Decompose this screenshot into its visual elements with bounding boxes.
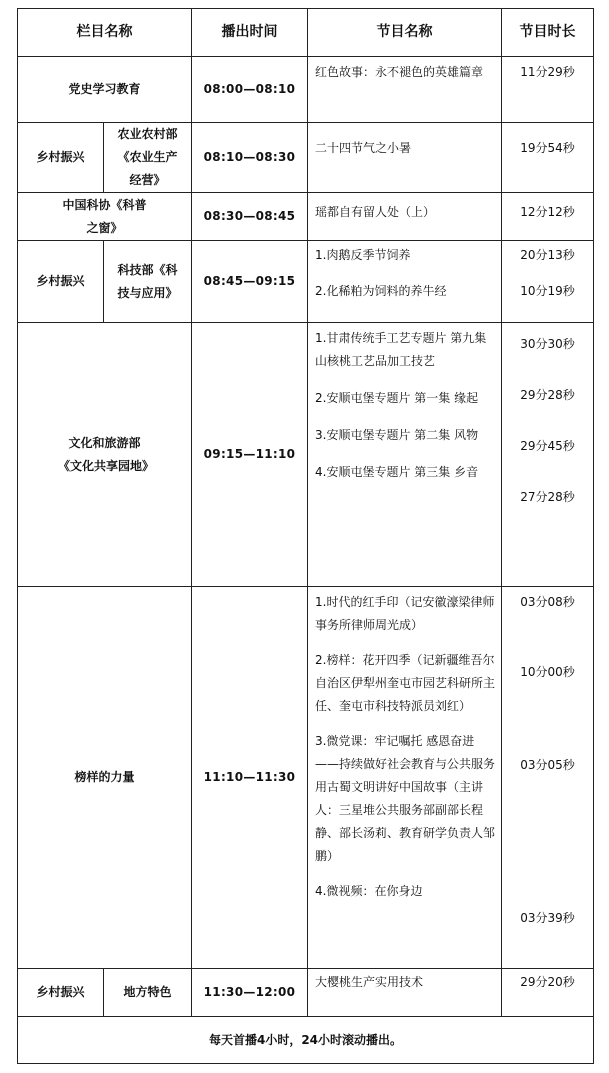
program-name: 大樱桃生产实用技术 (308, 969, 502, 1017)
program-duration: 10分00秒 (520, 665, 575, 679)
column-name: 党史学习教育 (18, 57, 192, 123)
table-row (18, 323, 594, 587)
duration-list (502, 323, 594, 587)
duration-list (502, 587, 594, 969)
duration-list (502, 241, 594, 323)
program-duration: 20分13秒 (520, 248, 575, 262)
program-name: 二十四节气之小暑 (308, 123, 502, 193)
air-time: 08:10—08:30 (192, 123, 308, 193)
column-name: 中国科协《科普之窗》 (18, 193, 192, 241)
program-list (308, 241, 502, 323)
program-list (308, 323, 502, 587)
column-name: 文化和旅游部《文化共享园地》 (18, 323, 192, 587)
table-row (18, 587, 594, 969)
footer-row (18, 1017, 594, 1064)
program-item: 4.微视频：在你身边 (315, 884, 423, 898)
table-row (18, 969, 594, 1017)
air-time: 08:30—08:45 (192, 193, 308, 241)
program-duration: 03分05秒 (520, 758, 575, 772)
column-name: 榜样的力量 (18, 587, 192, 969)
program-name: 瑶都自有留人处（上） (308, 193, 502, 241)
table-row (18, 123, 594, 193)
program-duration: 11分29秒 (502, 57, 594, 123)
program-item: 3.微党课：牢记嘱托 感恩奋进——持续做好社会教育与公共服务 用古蜀文明讲好中国故事（主讲人：三星堆公共服务部副部长程静、部长汤莉、教育研学负责人邹鹏） (315, 734, 496, 863)
program-duration: 29分45秒 (520, 439, 575, 453)
air-time: 11:30—12:00 (192, 969, 308, 1017)
program-duration: 19分54秒 (502, 123, 594, 193)
column-name: 地方特色 (104, 969, 192, 1017)
table-row (18, 241, 594, 323)
header-program: 节目名称 (308, 9, 502, 57)
program-duration: 29分28秒 (520, 388, 575, 402)
air-time: 08:00—08:10 (192, 57, 308, 123)
column-category: 乡村振兴 (18, 123, 104, 193)
program-duration: 12分12秒 (502, 193, 594, 241)
column-name: 农业农村部《农业生产经营》 (104, 123, 192, 193)
program-item: 4.安顺屯堡专题片 第三集 乡音 (315, 465, 479, 479)
column-category: 乡村振兴 (18, 969, 104, 1017)
air-time: 09:15—11:10 (192, 323, 308, 587)
program-duration: 29分20秒 (502, 969, 594, 1017)
program-item: 2.化稀粕为饲料的养牛经 (315, 284, 447, 298)
air-time: 08:45—09:15 (192, 241, 308, 323)
program-name: 红色故事：永不褪色的英雄篇章 (308, 57, 502, 123)
program-item: 1.甘肃传统手工艺专题片 第九集 山核桃工艺品加工技艺 (315, 331, 487, 368)
header-row (18, 9, 594, 57)
header-column: 栏目名称 (18, 9, 192, 57)
program-item: 1.肉鹅反季节饲养 (315, 248, 411, 262)
program-duration: 27分28秒 (520, 490, 575, 504)
footer-note: 每天首播4小时，24小时滚动播出。 (18, 1017, 594, 1064)
header-duration: 节目时长 (502, 9, 594, 57)
program-duration: 03分08秒 (520, 595, 575, 609)
header-time: 播出时间 (192, 9, 308, 57)
program-item: 2.安顺屯堡专题片 第一集 缘起 (315, 391, 479, 405)
program-item: 3.安顺屯堡专题片 第二集 风物 (315, 428, 479, 442)
program-list (308, 587, 502, 969)
column-name: 科技部《科技与应用》 (104, 241, 192, 323)
table-row (18, 193, 594, 241)
program-item: 1.时代的红手印（记安徽濠梁律师事务所律师周光成） (315, 595, 495, 632)
air-time: 11:10—11:30 (192, 587, 308, 969)
program-duration: 10分19秒 (520, 284, 575, 298)
program-duration: 30分30秒 (520, 337, 575, 351)
column-category: 乡村振兴 (18, 241, 104, 323)
program-item: 2.榜样：花开四季（记新疆维吾尔自治区伊犁州奎屯市园艺科研所主任、奎屯市科技特派员刘红） (315, 653, 496, 713)
schedule-table (17, 8, 594, 1064)
program-duration: 03分39秒 (520, 911, 575, 925)
table-row (18, 57, 594, 123)
